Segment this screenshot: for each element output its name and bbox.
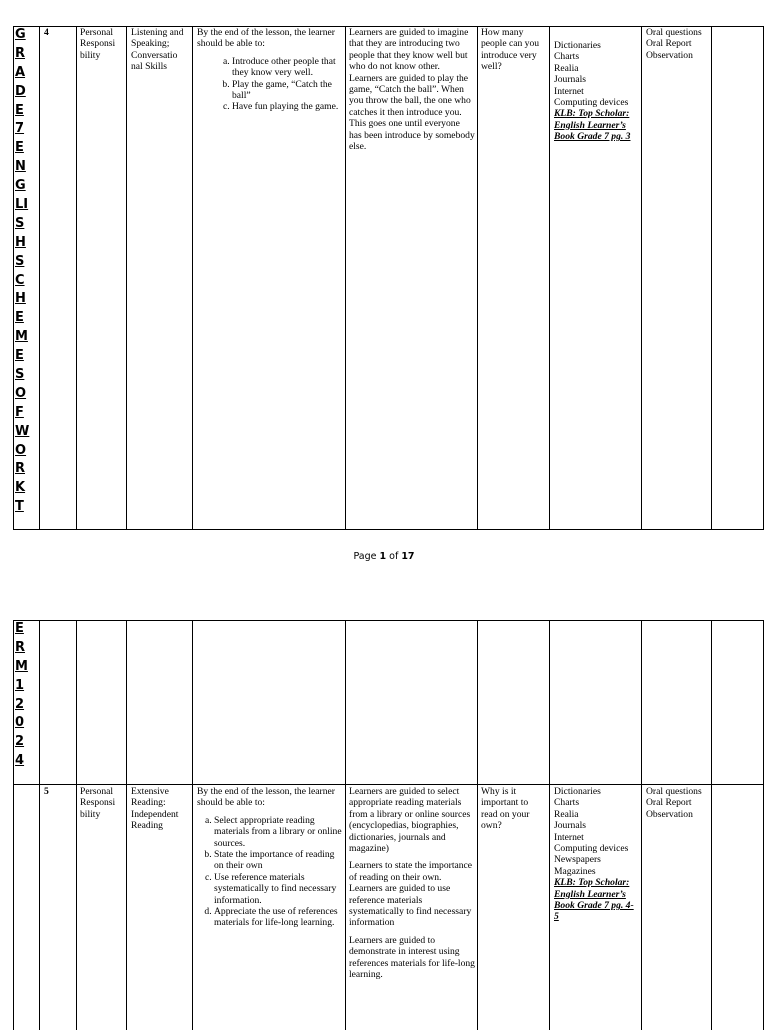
outcome-item: a. Introduce other people that they know very well. bbox=[232, 56, 343, 79]
vertical-title-letter: E bbox=[15, 621, 24, 636]
experience-paragraph: Learners to state the importance of reading on their own. bbox=[349, 860, 473, 883]
learning-outcomes-cell bbox=[197, 27, 343, 113]
vertical-title-letter: 0 bbox=[15, 715, 25, 731]
page-footer bbox=[0, 551, 768, 562]
assessment-item: Oral Report bbox=[646, 797, 692, 809]
vertical-title-letter: N bbox=[15, 159, 26, 175]
footer-current-page: 1 bbox=[379, 551, 387, 562]
vertical-title-letter: G bbox=[15, 178, 26, 194]
resource-item: Computing devices bbox=[554, 97, 629, 109]
resources-cell bbox=[554, 786, 638, 923]
assessment-cell bbox=[646, 786, 708, 820]
experience-paragraph: Learners are guided to select appropriate reading materials from a library or online sources (encyclopedias, biographies, dictionaries, journals and magazine) bbox=[349, 786, 471, 855]
vertical-title-letter: 7 bbox=[15, 121, 25, 137]
textbook-reference: KLB: Top Scholar: English Learner’s Book Grade 7 pg. 3 bbox=[554, 108, 631, 143]
outcome-item: a. Select appropriate reading materials from a library or online sources. bbox=[214, 815, 343, 849]
vertical-title-letter: T bbox=[15, 499, 24, 515]
inquiry-question-cell: How many people can you introduce very well? bbox=[481, 27, 540, 73]
footer-middle: of bbox=[386, 551, 402, 562]
resource-item: Computing devices bbox=[554, 843, 629, 855]
inquiry-question-cell: Why is it important to read on your own? bbox=[481, 786, 530, 832]
resources-cell bbox=[554, 40, 638, 143]
resource-item: Newspapers bbox=[554, 854, 601, 866]
vertical-title-letter: O bbox=[15, 442, 27, 458]
outcomes-list bbox=[197, 56, 343, 113]
outcomes-intro: By the end of the lesson, the learner should be able to: bbox=[197, 786, 335, 809]
experience-paragraph: Learners are guided to play the game, “Catch the ball”. When you throw the ball, the one who catches it then introduce you. This goes one until everyone has been introduce by somebody else. bbox=[349, 72, 475, 153]
vertical-title-grade7-english bbox=[15, 26, 37, 517]
outcomes-list bbox=[197, 815, 343, 929]
resource-item: Dictionaries bbox=[554, 786, 601, 797]
vertical-title-letter: M bbox=[15, 658, 28, 674]
vertical-title-letter: LI bbox=[15, 197, 29, 213]
outcome-item: c. Have fun playing the game. bbox=[232, 101, 343, 112]
strand-cell: Personal Responsi bility bbox=[80, 27, 116, 61]
learning-experiences-cell bbox=[349, 786, 475, 981]
resource-item: Magazines bbox=[554, 865, 596, 877]
vertical-title-letter: M bbox=[15, 329, 28, 345]
resource-item: Journals bbox=[554, 820, 586, 832]
outcome-item: b. Play the game, “Catch the ball” bbox=[232, 79, 343, 102]
resource-item: Realia bbox=[554, 808, 579, 820]
assessment-item: Observation bbox=[646, 49, 693, 61]
textbook-reference: KLB: Top Scholar: English Learner’s Book Grade 7 pg. 4-5 bbox=[554, 877, 634, 923]
vertical-title-letter: D bbox=[15, 83, 26, 99]
resource-item: Internet bbox=[554, 85, 584, 97]
vertical-title-letter: S bbox=[15, 215, 25, 231]
resource-item: Charts bbox=[554, 797, 580, 809]
vertical-title-letter: H bbox=[15, 234, 26, 250]
vertical-title-letter: 1 bbox=[15, 677, 25, 693]
footer-total-pages: 17 bbox=[401, 551, 415, 562]
experience-paragraph: Learners are guided to use reference materials systematically to find necessary information bbox=[349, 883, 472, 929]
vertical-title-letter: 2 bbox=[15, 734, 25, 750]
vertical-title-letter: A bbox=[15, 64, 26, 80]
scheme-table-part-2 bbox=[13, 620, 764, 1030]
assessment-cell bbox=[646, 27, 708, 61]
vertical-title-letter: G bbox=[15, 27, 26, 42]
vertical-title-letter: R bbox=[15, 45, 26, 61]
outcomes-intro: By the end of the lesson, the learner should be able to: bbox=[197, 27, 335, 50]
experience-paragraph: Learners are guided to demonstrate in interest using references materials for life-long learning. bbox=[349, 934, 475, 981]
vertical-title-letter: E bbox=[15, 348, 24, 364]
footer-prefix: Page bbox=[353, 551, 380, 562]
vertical-title-letter: C bbox=[15, 272, 25, 288]
vertical-title-letter: E bbox=[15, 140, 24, 156]
sub-strand-cell: Listening and Speaking; Conversatio nal Skills bbox=[131, 27, 184, 73]
experience-paragraph: Learners are guided to imagine that they are introducing two people that they know well but who do not know other. bbox=[349, 27, 469, 73]
vertical-title-letter: O bbox=[15, 385, 27, 401]
vertical-title-letter: W bbox=[15, 423, 30, 439]
outcome-item: b. State the importance of reading on their own bbox=[214, 849, 343, 872]
resource-item: Charts bbox=[554, 51, 580, 63]
outcome-item: c. Use reference materials systematically to find necessary information. bbox=[214, 872, 343, 906]
vertical-title-letter: E bbox=[15, 102, 24, 118]
vertical-title-letter: K bbox=[15, 480, 26, 496]
resource-item: Journals bbox=[554, 74, 586, 86]
assessment-item: Observation bbox=[646, 808, 693, 820]
outcome-item: d. Appreciate the use of references materials for life-long learning. bbox=[214, 906, 343, 929]
vertical-title-letter: R bbox=[15, 461, 26, 477]
resource-item: Realia bbox=[554, 62, 579, 74]
sub-strand-cell: Extensive Reading: Independent Reading bbox=[131, 786, 179, 832]
vertical-title-letter: F bbox=[15, 404, 24, 420]
assessment-item: Oral questions bbox=[646, 27, 702, 38]
assessment-item: Oral questions bbox=[646, 786, 702, 797]
vertical-title-letter: 4 bbox=[15, 753, 25, 769]
vertical-title-letter: 2 bbox=[15, 696, 25, 712]
assessment-item: Oral Report bbox=[646, 38, 692, 50]
scheme-table-part-1 bbox=[13, 26, 764, 530]
week-number: 4 bbox=[44, 27, 49, 38]
strand-cell: Personal Responsi bility bbox=[80, 786, 116, 820]
learning-outcomes-cell bbox=[197, 786, 343, 929]
resource-item: Internet bbox=[554, 831, 584, 843]
vertical-title-term1-2024 bbox=[15, 620, 37, 771]
vertical-title-letter: R bbox=[15, 639, 26, 655]
learning-experiences-cell bbox=[349, 27, 475, 152]
vertical-title-letter: H bbox=[15, 291, 26, 307]
vertical-title-letter: S bbox=[15, 253, 25, 269]
vertical-title-letter: E bbox=[15, 310, 24, 326]
week-number: 5 bbox=[44, 786, 49, 797]
vertical-title-letter: S bbox=[15, 367, 25, 383]
resource-item: Dictionaries bbox=[554, 40, 601, 51]
